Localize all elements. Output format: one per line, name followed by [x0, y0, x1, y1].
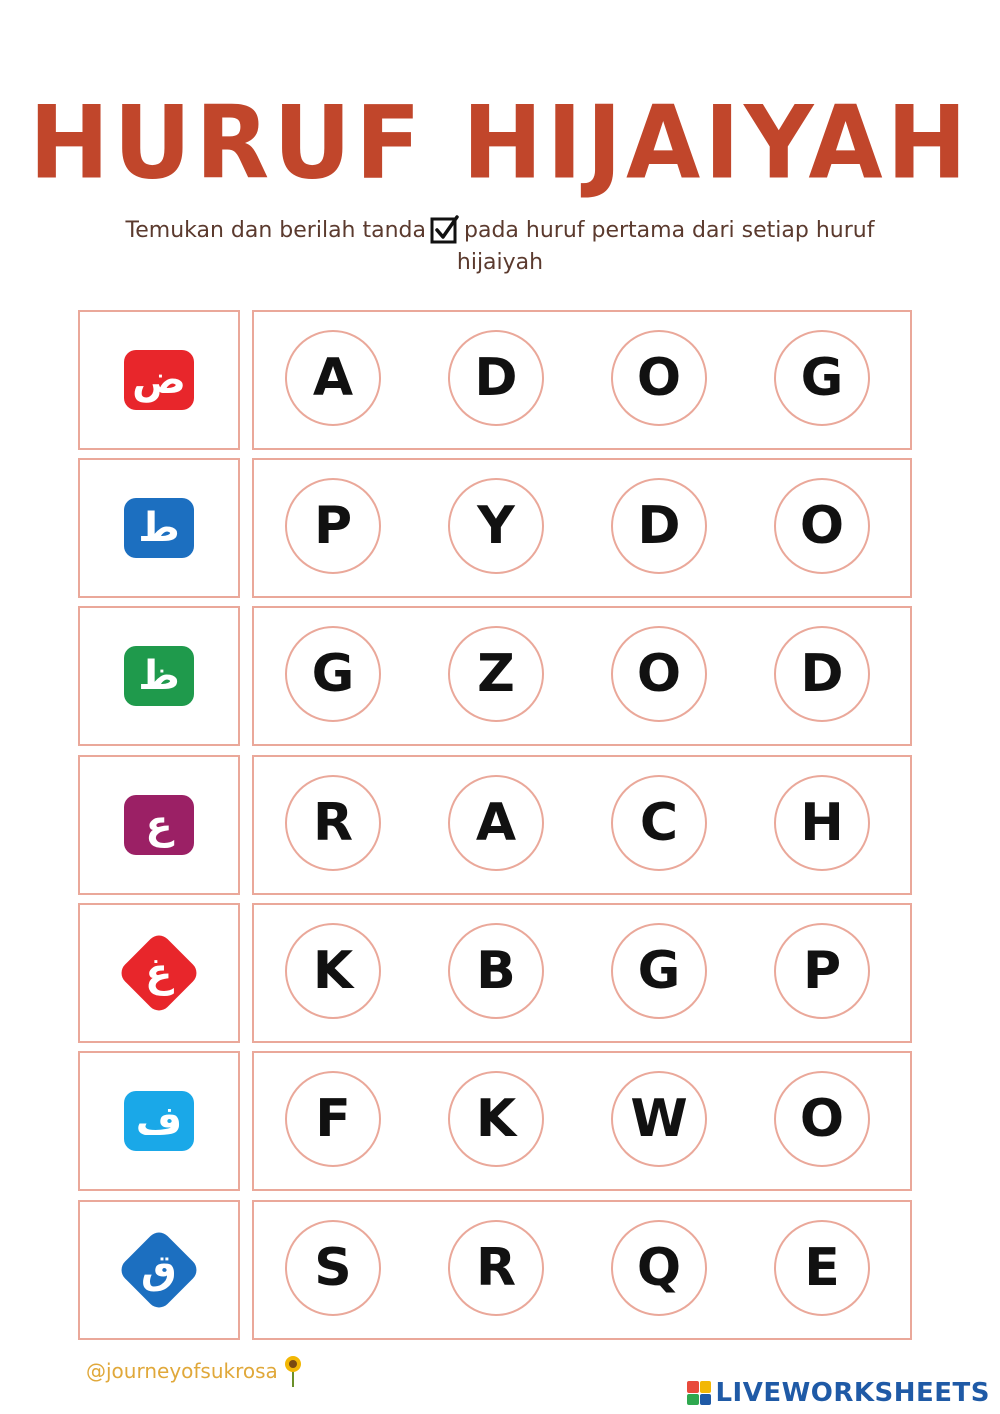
options-cell — [252, 458, 912, 598]
checkbox-icon — [430, 214, 460, 244]
hijaiyah-letter: ظ — [138, 653, 180, 699]
hijaiyah-letter: غ — [145, 949, 173, 996]
option-circle[interactable]: R — [285, 775, 381, 871]
hijaiyah-letter: ض — [132, 357, 186, 403]
option-circle[interactable]: O — [611, 330, 707, 426]
page-title: HURUF HIJAIYAH — [29, 84, 971, 202]
instruction-after: pada huruf pertama dari setiap huruf hijaiyah — [456, 218, 875, 275]
question-row-3 — [78, 606, 912, 746]
option-circle[interactable]: P — [285, 478, 381, 574]
hijaiyah-letter: ف — [135, 1098, 183, 1144]
option-circle[interactable]: W — [611, 1071, 707, 1167]
hijaiyah-letter-tile — [124, 350, 194, 410]
instruction-text — [110, 214, 890, 279]
hijaiyah-letter-cell — [78, 310, 240, 450]
option-circle[interactable]: G — [611, 923, 707, 1019]
option-circle[interactable]: G — [774, 330, 870, 426]
question-row-2 — [78, 458, 912, 598]
hijaiyah-letter-cell — [78, 903, 240, 1043]
question-row-5 — [78, 903, 912, 1043]
option-circle[interactable]: F — [285, 1071, 381, 1167]
hijaiyah-letter: ق — [141, 1246, 177, 1293]
options-cell — [252, 310, 912, 450]
option-circle[interactable]: G — [285, 626, 381, 722]
option-circle[interactable]: K — [448, 1071, 544, 1167]
brand-name: LIVEWORKSHEETS — [715, 1378, 990, 1408]
option-circle[interactable]: R — [448, 1220, 544, 1316]
hijaiyah-letter-cell — [78, 458, 240, 598]
question-row-1 — [78, 310, 912, 450]
hijaiyah-letter-cell — [78, 755, 240, 895]
option-circle[interactable]: K — [285, 923, 381, 1019]
hijaiyah-letter-tile — [124, 1091, 194, 1151]
option-circle[interactable]: A — [448, 775, 544, 871]
options-cell — [252, 755, 912, 895]
option-circle[interactable]: D — [611, 478, 707, 574]
hijaiyah-letter-cell — [78, 1051, 240, 1191]
option-circle[interactable]: D — [448, 330, 544, 426]
options-cell — [252, 1200, 912, 1340]
option-circle[interactable]: S — [285, 1220, 381, 1316]
options-cell — [252, 606, 912, 746]
option-circle[interactable]: A — [285, 330, 381, 426]
option-circle[interactable]: O — [774, 1071, 870, 1167]
option-circle[interactable]: C — [611, 775, 707, 871]
option-circle[interactable]: E — [774, 1220, 870, 1316]
sunflower-icon — [280, 1354, 306, 1388]
hijaiyah-letter-tile — [124, 646, 194, 706]
author-handle — [86, 1354, 306, 1388]
hijaiyah-letter-tile — [117, 931, 202, 1016]
hijaiyah-letter-tile — [124, 795, 194, 855]
option-circle[interactable]: O — [774, 478, 870, 574]
options-cell — [252, 1051, 912, 1191]
hijaiyah-letter-tile — [124, 498, 194, 558]
option-circle[interactable]: Q — [611, 1220, 707, 1316]
option-circle[interactable]: O — [611, 626, 707, 722]
hijaiyah-letter-cell — [78, 606, 240, 746]
hijaiyah-letter-tile — [117, 1228, 202, 1313]
hijaiyah-letter-cell — [78, 1200, 240, 1340]
option-circle[interactable]: H — [774, 775, 870, 871]
option-circle[interactable]: Z — [448, 626, 544, 722]
instruction-before: Temukan dan berilah tanda — [125, 218, 426, 243]
option-circle[interactable]: D — [774, 626, 870, 722]
question-row-6 — [78, 1051, 912, 1191]
question-row-4 — [78, 755, 912, 895]
option-circle[interactable]: B — [448, 923, 544, 1019]
options-cell — [252, 903, 912, 1043]
option-circle[interactable]: Y — [448, 478, 544, 574]
question-row-7 — [78, 1200, 912, 1340]
option-circle[interactable]: P — [774, 923, 870, 1019]
hijaiyah-letter: ع — [145, 802, 173, 848]
author-handle-text: @journeyofsukrosa — [86, 1359, 278, 1383]
hijaiyah-letter: ط — [138, 505, 180, 551]
liveworksheets-logo-icon — [687, 1381, 711, 1405]
liveworksheets-brand — [687, 1378, 990, 1408]
